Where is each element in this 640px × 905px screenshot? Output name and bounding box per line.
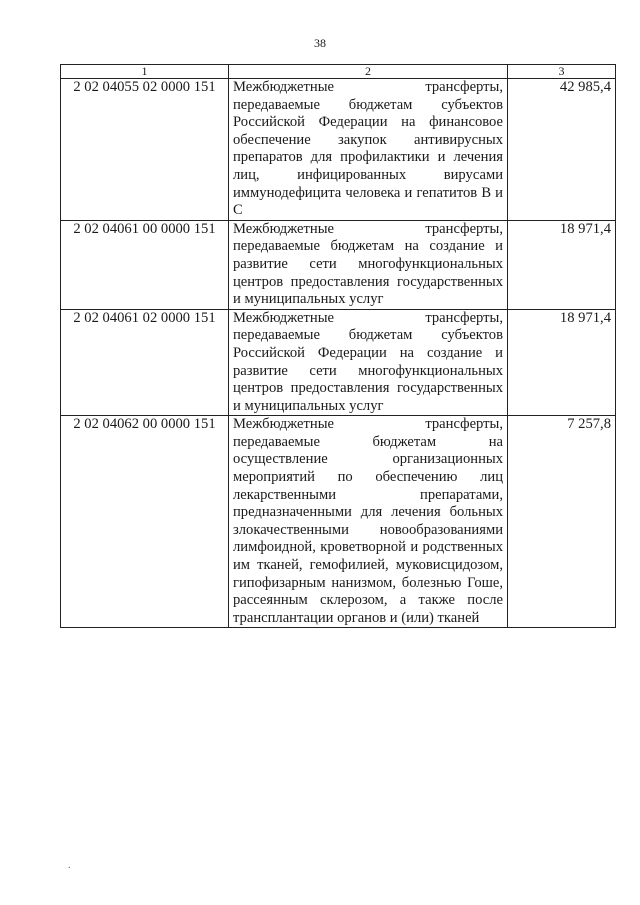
scan-speck: . [68,860,71,871]
amount: 7 257,8 [508,416,616,628]
budget-code: 2 02 04055 02 0000 151 [61,79,229,221]
amount: 18 971,4 [508,309,616,416]
amount: 18 971,4 [508,220,616,309]
page-number: 38 [314,36,326,50]
budget-code: 2 02 04061 02 0000 151 [61,309,229,416]
table-row [61,220,616,309]
transfer-description: Межбюджетные трансферты, передаваемые бюджетам субъектов Российской Федерации на создание и развитие сети многофункциональных центров предоставления государственных и муниципальных услуг [229,309,508,416]
transfer-description: Межбюджетные трансферты, передаваемые бюджетам на осуществление организационных мероприятий по обеспечению лиц лекарственными препаратами, предназначенными для лечения больных злокачественными новообразованиями лимфоидной, кроветворной и родственных им тканей, гемофилией, муковисцидозом, гипофизарным нанизмом, болезнью Гоше, рассеянным склерозом, а также после трансплантации органов и (или) тканей [229,416,508,628]
column-number-header-row [61,65,616,79]
transfer-description: Межбюджетные трансферты, передаваемые бюджетам на создание и развитие сети многофункциональных центров предоставления государственных и муниципальных услуг [229,220,508,309]
budget-code: 2 02 04061 00 0000 151 [61,220,229,309]
budget-code: 2 02 04062 00 0000 151 [61,416,229,628]
budget-table [60,64,616,628]
table-row [61,79,616,221]
column-number-1: 1 [61,65,229,79]
table-row [61,309,616,416]
table-row [61,416,616,628]
column-number-2: 2 [229,65,508,79]
column-number-3: 3 [508,65,616,79]
amount: 42 985,4 [508,79,616,221]
transfer-description: Межбюджетные трансферты, передаваемые бюджетам субъектов Российской Федерации на финансовое обеспечение закупок антивирусных препаратов для профилактики и лечения лиц, инфицированных вирусами иммунодефицита человека и гепатитов В и С [229,79,508,221]
